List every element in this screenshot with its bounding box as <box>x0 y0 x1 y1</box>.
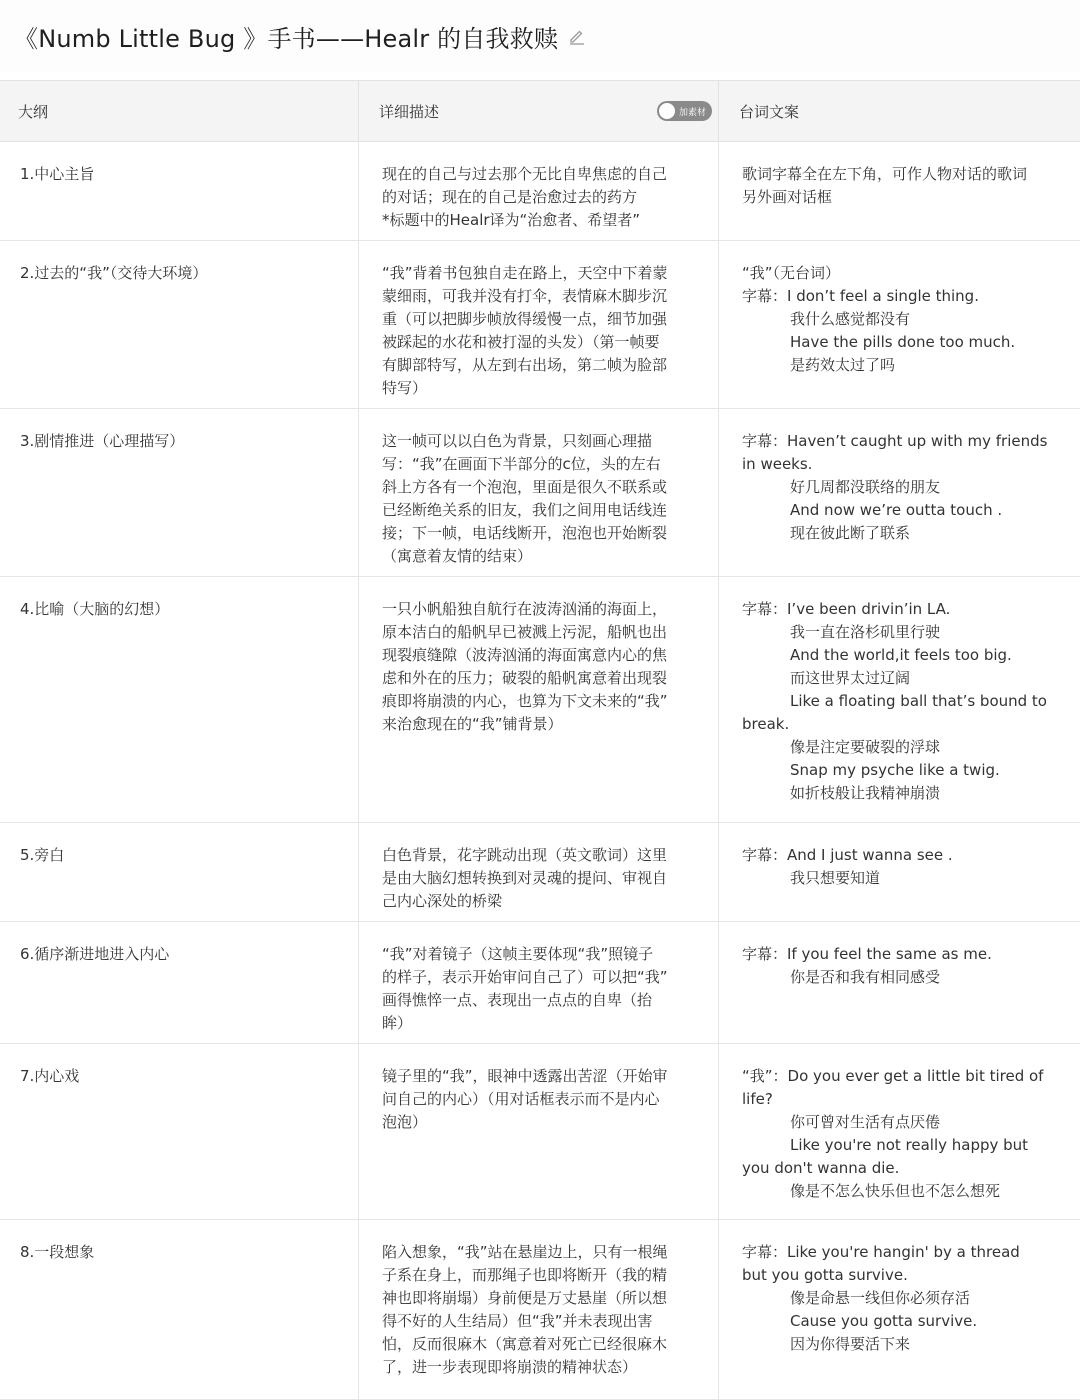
lyric-line: 另外画对话框 <box>742 188 833 206</box>
description-line: 己内心深处的桥梁 <box>382 892 503 910</box>
cell-lines[interactable] <box>718 142 1080 240</box>
cell-lines[interactable] <box>718 1044 1080 1219</box>
lyric-line: 字幕：Haven’t caught up with my friends <box>742 432 1048 450</box>
description-line: 了，进一步表现即将崩溃的精神状态） <box>382 1358 638 1376</box>
lyric-line: life? <box>742 1090 773 1108</box>
header-lines[interactable]: 台词文案 <box>718 81 1080 141</box>
description-line: （寓意着友情的结束） <box>382 547 533 565</box>
description-line: 有脚部特写，从左到右出场，第二帧为脸部 <box>382 356 668 374</box>
description-line: 现裂痕缝隙（波涛汹涌的海面寓意内心的焦 <box>382 646 668 664</box>
description-line: “我”对着镜子（这帧主要体现“我”照镜子 <box>382 945 654 963</box>
description-line: 子系在身上，而那绳子也即将断开（我的精 <box>382 1266 668 1284</box>
description-line: 斜上方各有一个泡泡，里面是很久不联系或 <box>382 478 668 496</box>
description-line: 陷入想象，“我”站在悬崖边上，只有一根绳 <box>382 1243 668 1261</box>
description-line: 原本洁白的船帆早已被溅上污泥，船帆也出 <box>382 623 668 641</box>
table-row <box>0 823 1080 922</box>
lyric-line: “我”：Do you ever get a little bit tired of <box>742 1067 1044 1085</box>
lyric-line: 如折枝般让我精神崩溃 <box>790 784 941 802</box>
header-description-label: 详细描述 <box>379 102 440 121</box>
toggle-knob <box>659 103 675 119</box>
lyric-line: you don't wanna die. <box>742 1159 900 1177</box>
description-line: 怕，反而很麻木（寓意着对死亡已经很麻木 <box>382 1335 668 1353</box>
table-row <box>0 142 1080 241</box>
toggle-label: 加素材 <box>678 107 706 118</box>
cell-outline[interactable]: 4.比喻（大脑的幻想） <box>20 600 170 618</box>
lyric-line: 歌词字幕全在左下角，可作人物对话的歌词 <box>742 165 1028 183</box>
lyric-line: “我”（无台词） <box>742 264 841 282</box>
lyric-line: Have the pills done too much. <box>790 333 1016 351</box>
lyric-line: Like you're not really happy but <box>790 1136 1029 1154</box>
lyric-line: Snap my psyche like a twig. <box>790 761 1000 779</box>
description-line: 被踩起的水花和被打湿的头发）（第一帧要 <box>382 333 660 351</box>
description-line: 来治愈现在的“我”铺背景） <box>382 715 563 733</box>
header-outline[interactable]: 大纲 <box>18 102 49 121</box>
description-line: 写：“我”在画面下半部分的c位，头的左右 <box>382 455 661 473</box>
edit-pencil-icon[interactable] <box>568 27 586 45</box>
lyric-line: 字幕：I don’t feel a single thing. <box>742 287 979 305</box>
lyric-line: but you gotta survive. <box>742 1266 908 1284</box>
outline-table <box>0 80 1080 1400</box>
add-material-toggle[interactable] <box>657 101 712 121</box>
description-line: 画得憔悴一点、表现出一点点的自卑（抬 <box>382 991 653 1009</box>
table-row <box>0 1044 1080 1220</box>
cell-description[interactable] <box>358 577 718 822</box>
lyric-line: And now we’re outta touch . <box>790 501 1003 519</box>
lyric-line: break. <box>742 715 790 733</box>
cell-outline[interactable]: 5.旁白 <box>20 846 65 864</box>
description-line: 蒙细雨，可我并没有打伞，表情麻木脚步沉 <box>382 287 668 305</box>
lyric-line: 是药效太过了吗 <box>790 356 896 374</box>
lyric-line: 字幕：If you feel the same as me. <box>742 945 992 963</box>
description-line: “我”背着书包独自走在路上，天空中下着蒙 <box>382 264 668 282</box>
cell-outline[interactable]: 3.剧情推进（心理描写） <box>20 432 185 450</box>
cell-outline[interactable]: 7.内心戏 <box>20 1067 80 1085</box>
lyric-line: 我只想要知道 <box>790 869 881 887</box>
description-line: 是由大脑幻想转换到对灵魂的提问、审视自 <box>382 869 668 887</box>
cell-description[interactable] <box>358 1220 718 1399</box>
lyric-line: 你可曾对生活有点厌倦 <box>790 1113 941 1131</box>
doc-title-bar <box>0 0 1080 72</box>
description-line: 白色背景，花字跳动出现（英文歌词）这里 <box>382 846 668 864</box>
description-line: 一只小帆船独自航行在波涛汹涌的海面上， <box>382 600 668 618</box>
table-row <box>0 922 1080 1044</box>
lyric-line: And the world,it feels too big. <box>790 646 1012 664</box>
description-line: 虑和外在的压力；破裂的船帆寓意着出现裂 <box>382 669 668 687</box>
cell-lines[interactable] <box>718 577 1080 822</box>
description-line: 得不好的人生结局）但“我”并未表现出害 <box>382 1312 653 1330</box>
lyric-line: 像是不怎么快乐但也不怎么想死 <box>790 1182 1001 1200</box>
description-line: 痕即将崩溃的内心，也算为下文未来的“我” <box>382 692 668 710</box>
cell-lines[interactable] <box>718 823 1080 921</box>
description-line: 神也即将崩塌）身前便是万丈悬崖（所以想 <box>382 1289 668 1307</box>
cell-description[interactable] <box>358 241 718 408</box>
table-row <box>0 409 1080 577</box>
cell-outline[interactable]: 8.一段想象 <box>20 1243 95 1261</box>
description-line: 眸） <box>382 1014 413 1032</box>
header-description[interactable] <box>358 81 718 141</box>
lyric-line: 像是注定要破裂的浮球 <box>790 738 941 756</box>
cell-description[interactable] <box>358 142 718 240</box>
table-header <box>0 80 1080 142</box>
lyric-line: 而这世界太过辽阔 <box>790 669 911 687</box>
lyric-line: 好几周都没联络的朋友 <box>790 478 941 496</box>
cell-description[interactable] <box>358 922 718 1043</box>
description-line: 泡泡） <box>382 1113 428 1131</box>
description-line: 现在的自己与过去那个无比自卑焦虑的自己 <box>382 165 668 183</box>
cell-description[interactable] <box>358 823 718 921</box>
lyric-line: 字幕：Like you're hangin' by a thread <box>742 1243 1020 1261</box>
cell-lines[interactable] <box>718 241 1080 408</box>
cell-lines[interactable] <box>718 1220 1080 1399</box>
table-row <box>0 577 1080 823</box>
table-row <box>0 1220 1080 1400</box>
description-line: *标题中的Healr译为“治愈者、希望者” <box>382 211 641 229</box>
cell-outline[interactable]: 6.循序渐进地进入内心 <box>20 945 170 963</box>
description-line: 特写） <box>382 379 428 397</box>
lyric-line: 字幕：I’ve been drivin’in LA. <box>742 600 951 618</box>
cell-outline[interactable]: 2.过去的“我”（交待大环境） <box>20 264 208 282</box>
description-line: 已经断绝关系的旧友，我们之间用电话线连 <box>382 501 668 519</box>
lyric-line: 我一直在洛杉矶里行驶 <box>790 623 941 641</box>
description-line: 这一帧可以以白色为背景，只刻画心理描 <box>382 432 653 450</box>
description-line: 接；下一帧，电话线断开，泡泡也开始断裂 <box>382 524 668 542</box>
description-line: 的样子，表示开始审问自己了）可以把“我” <box>382 968 668 986</box>
lyric-line: Like a floating ball that’s bound to <box>790 692 1047 710</box>
lyric-line: 现在彼此断了联系 <box>790 524 911 542</box>
lyric-line: 像是命悬一线但你必须存活 <box>790 1289 971 1307</box>
description-line: 问自己的内心）（用对话框表示而不是内心 <box>382 1090 660 1108</box>
lyric-line: 你是否和我有相同感受 <box>790 968 941 986</box>
lyric-line: in weeks. <box>742 455 813 473</box>
doc-title: 《Numb Little Bug 》手书——Healr 的自我救赎 <box>14 24 559 53</box>
lyric-line: 我什么感觉都没有 <box>790 310 911 328</box>
cell-lines[interactable] <box>718 922 1080 1043</box>
cell-description[interactable] <box>358 1044 718 1219</box>
cell-description[interactable] <box>358 409 718 576</box>
lyric-line: Cause you gotta survive. <box>790 1312 978 1330</box>
lyric-line: 因为你得要活下来 <box>790 1335 911 1353</box>
table-body <box>0 142 1080 1400</box>
description-line: 镜子里的“我”，眼神中透露出苦涩（开始审 <box>382 1067 668 1085</box>
cell-lines[interactable] <box>718 409 1080 576</box>
description-line: 的对话；现在的自己是治愈过去的药方 <box>382 188 638 206</box>
lyric-line: 字幕：And I just wanna see . <box>742 846 953 864</box>
table-row <box>0 241 1080 409</box>
cell-outline[interactable]: 1.中心主旨 <box>20 165 95 183</box>
description-line: 重（可以把脚步帧放得缓慢一点，细节加强 <box>382 310 668 328</box>
